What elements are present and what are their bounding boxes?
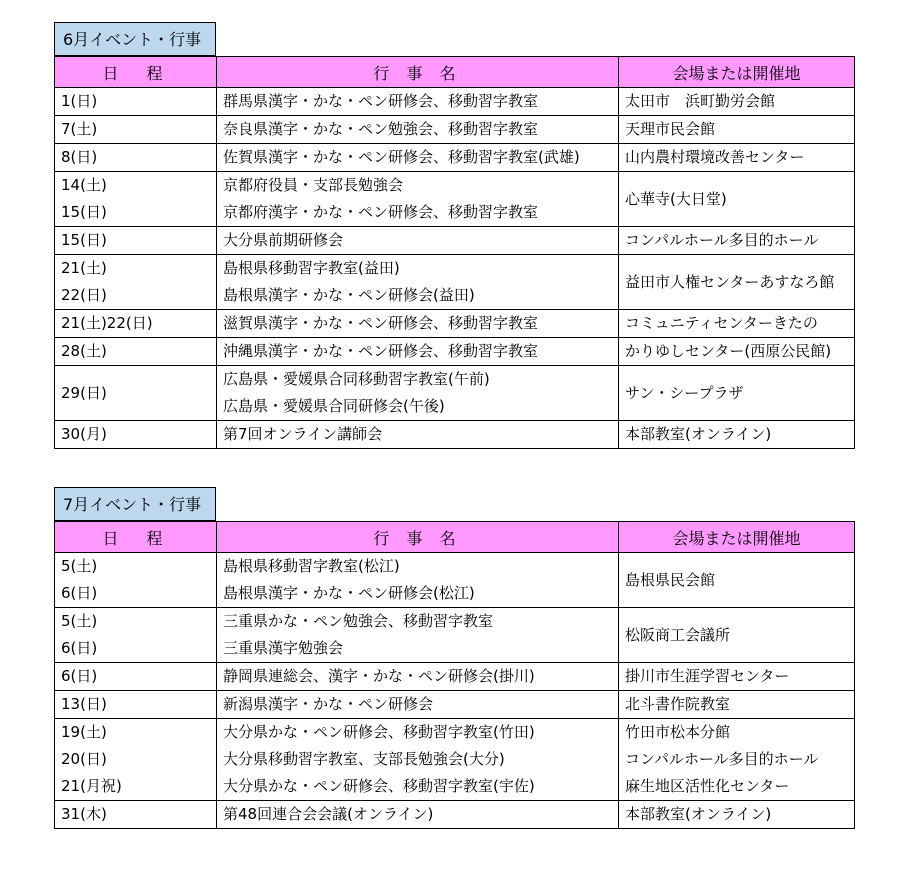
date-text: 13(日) bbox=[61, 695, 107, 713]
june-section-title: 6月イベント・行事 bbox=[54, 22, 216, 56]
venue-cell bbox=[619, 310, 855, 338]
venue-cell bbox=[619, 719, 855, 801]
july-table-body bbox=[55, 553, 855, 829]
venue-cell bbox=[619, 691, 855, 719]
venue-cell bbox=[619, 227, 855, 255]
venue-cell bbox=[619, 663, 855, 691]
table-row bbox=[55, 366, 855, 421]
date-cell bbox=[55, 310, 217, 338]
date-text: 20(日) bbox=[61, 750, 107, 768]
table-row bbox=[55, 801, 855, 829]
event-cell bbox=[217, 421, 619, 449]
venue-text: 松阪商工会議所 bbox=[625, 625, 731, 644]
table-row bbox=[55, 691, 855, 719]
event-text: 群馬県漢字・かな・ペン研修会、移動習字教室 bbox=[223, 92, 539, 110]
venue-cell bbox=[619, 144, 855, 172]
date-text: 15(日) bbox=[61, 203, 107, 221]
header-date: 日 程 bbox=[55, 522, 217, 553]
event-cell bbox=[217, 608, 619, 663]
event-cell bbox=[217, 172, 619, 227]
table-row bbox=[55, 227, 855, 255]
venue-text: 掛川市生涯学習センター bbox=[625, 667, 790, 685]
venue-text: 島根県民会館 bbox=[625, 570, 716, 589]
june-section bbox=[54, 22, 854, 449]
event-cell bbox=[217, 144, 619, 172]
july-schedule-table bbox=[54, 521, 855, 829]
table-header-row bbox=[55, 57, 855, 88]
date-text: 22(日) bbox=[61, 286, 107, 304]
table-row bbox=[55, 553, 855, 608]
event-cell bbox=[217, 663, 619, 691]
date-cell bbox=[55, 366, 217, 421]
date-text: 7(土) bbox=[61, 120, 98, 138]
table-row bbox=[55, 172, 855, 227]
date-text: 30(月) bbox=[61, 425, 107, 443]
event-text: 大分県かな・ペン研修会、移動習字教室(竹田) bbox=[223, 723, 535, 741]
table-row bbox=[55, 310, 855, 338]
july-section bbox=[54, 487, 854, 829]
table-row bbox=[55, 663, 855, 691]
date-text: 29(日) bbox=[61, 383, 107, 402]
event-text: 静岡県連総会、漢字・かな・ペン研修会(掛川) bbox=[223, 667, 535, 685]
table-row bbox=[55, 116, 855, 144]
date-cell bbox=[55, 144, 217, 172]
date-text: 15(日) bbox=[61, 231, 107, 249]
event-text: 大分県かな・ペン研修会、移動習字教室(宇佐) bbox=[223, 777, 535, 795]
event-text: 第48回連合会会議(オンライン) bbox=[223, 805, 434, 823]
event-text: 第7回オンライン講師会 bbox=[223, 425, 383, 443]
date-text: 31(木) bbox=[61, 805, 107, 823]
venue-text: 天理市民会館 bbox=[625, 120, 716, 138]
event-text: 新潟県漢字・かな・ペン研修会 bbox=[223, 695, 434, 713]
event-cell bbox=[217, 255, 619, 310]
event-cell bbox=[217, 116, 619, 144]
header-venue: 会場または開催地 bbox=[619, 57, 855, 88]
venue-text: 竹田市松本分館 bbox=[625, 723, 731, 741]
event-text: 大分県前期研修会 bbox=[223, 231, 344, 249]
date-text: 19(土) bbox=[61, 723, 107, 741]
venue-text: 太田市 浜町勤労会館 bbox=[625, 92, 776, 110]
header-venue: 会場または開催地 bbox=[619, 522, 855, 553]
event-text: 奈良県漢字・かな・ペン勉強会、移動習字教室 bbox=[223, 120, 539, 138]
event-text: 島根県移動習字教室(益田) bbox=[223, 259, 400, 277]
date-cell bbox=[55, 691, 217, 719]
event-cell bbox=[217, 227, 619, 255]
event-cell bbox=[217, 801, 619, 829]
date-cell bbox=[55, 663, 217, 691]
venue-text: 本部教室(オンライン) bbox=[625, 805, 772, 823]
date-cell bbox=[55, 719, 217, 801]
date-text: 21(土) bbox=[61, 259, 107, 277]
venue-cell bbox=[619, 421, 855, 449]
date-text: 28(土) bbox=[61, 342, 107, 360]
venue-cell bbox=[619, 366, 855, 421]
venue-text: コンパルホール多目的ホール bbox=[625, 231, 819, 249]
venue-cell bbox=[619, 172, 855, 227]
table-row bbox=[55, 255, 855, 310]
header-event: 行 事 名 bbox=[217, 57, 619, 88]
event-cell bbox=[217, 553, 619, 608]
date-cell bbox=[55, 227, 217, 255]
venue-text: 山内農村環境改善センター bbox=[625, 148, 805, 166]
date-text: 5(土) bbox=[61, 612, 98, 630]
table-row bbox=[55, 421, 855, 449]
date-text: 6(日) bbox=[61, 639, 98, 657]
venue-cell bbox=[619, 608, 855, 663]
venue-cell bbox=[619, 88, 855, 116]
event-text: 島根県移動習字教室(松江) bbox=[223, 557, 400, 575]
venue-text: コミュニティセンターきたの bbox=[625, 314, 818, 332]
venue-text: 本部教室(オンライン) bbox=[625, 425, 772, 443]
table-row bbox=[55, 719, 855, 801]
date-cell bbox=[55, 608, 217, 663]
table-row bbox=[55, 144, 855, 172]
date-text: 21(土)22(日) bbox=[61, 314, 153, 332]
event-cell bbox=[217, 691, 619, 719]
date-text: 5(土) bbox=[61, 557, 98, 575]
venue-text: 益田市人権センターあすなろ館 bbox=[625, 272, 835, 291]
event-cell bbox=[217, 338, 619, 366]
venue-text: 北斗書作院教室 bbox=[625, 695, 731, 713]
event-cell bbox=[217, 88, 619, 116]
table-row bbox=[55, 88, 855, 116]
venue-cell bbox=[619, 553, 855, 608]
event-text: 広島県・愛媛県合同研修会(午後) bbox=[223, 397, 445, 415]
venue-text: 麻生地区活性化センター bbox=[625, 777, 790, 795]
event-cell bbox=[217, 310, 619, 338]
venue-text: かりゆしセンター(西原公民館) bbox=[625, 342, 832, 360]
date-text: 21(月祝) bbox=[61, 777, 122, 795]
event-text: 島根県漢字・かな・ペン研修会(松江) bbox=[223, 584, 475, 602]
table-row bbox=[55, 338, 855, 366]
event-text: 島根県漢字・かな・ペン研修会(益田) bbox=[223, 286, 475, 304]
date-cell bbox=[55, 88, 217, 116]
date-cell bbox=[55, 116, 217, 144]
event-text: 京都府漢字・かな・ペン研修会、移動習字教室 bbox=[223, 203, 539, 221]
date-cell bbox=[55, 338, 217, 366]
venue-text: 心華寺(大日堂) bbox=[625, 189, 727, 208]
date-cell bbox=[55, 801, 217, 829]
date-text: 1(日) bbox=[61, 92, 98, 110]
event-text: 大分県移動習字教室、支部長勉強会(大分) bbox=[223, 750, 505, 768]
venue-cell bbox=[619, 116, 855, 144]
event-text: 広島県・愛媛県合同移動習字教室(午前) bbox=[223, 370, 490, 388]
venue-text: サン・シープラザ bbox=[625, 383, 744, 402]
date-text: 6(日) bbox=[61, 584, 98, 602]
venue-cell bbox=[619, 801, 855, 829]
header-event: 行 事 名 bbox=[217, 522, 619, 553]
date-text: 6(日) bbox=[61, 667, 98, 685]
event-text: 三重県漢字勉強会 bbox=[223, 639, 344, 657]
date-cell bbox=[55, 255, 217, 310]
table-header-row bbox=[55, 522, 855, 553]
date-cell bbox=[55, 553, 217, 608]
table-row bbox=[55, 608, 855, 663]
date-cell bbox=[55, 172, 217, 227]
event-text: 佐賀県漢字・かな・ペン研修会、移動習字教室(武雄) bbox=[223, 148, 580, 166]
date-text: 8(日) bbox=[61, 148, 98, 166]
june-schedule-table bbox=[54, 56, 855, 449]
venue-cell bbox=[619, 255, 855, 310]
event-text: 三重県かな・ペン勉強会、移動習字教室 bbox=[223, 612, 494, 630]
event-cell bbox=[217, 719, 619, 801]
date-cell bbox=[55, 421, 217, 449]
venue-text: コンパルホール多目的ホール bbox=[625, 750, 819, 768]
july-section-title: 7月イベント・行事 bbox=[54, 487, 216, 521]
event-cell bbox=[217, 366, 619, 421]
event-text: 京都府役員・支部長勉強会 bbox=[223, 176, 404, 194]
header-date: 日 程 bbox=[55, 57, 217, 88]
date-text: 14(土) bbox=[61, 176, 107, 194]
event-text: 沖縄県漢字・かな・ペン研修会、移動習字教室 bbox=[223, 342, 539, 360]
venue-cell bbox=[619, 338, 855, 366]
event-text: 滋賀県漢字・かな・ペン研修会、移動習字教室 bbox=[223, 314, 539, 332]
june-table-body bbox=[55, 88, 855, 449]
